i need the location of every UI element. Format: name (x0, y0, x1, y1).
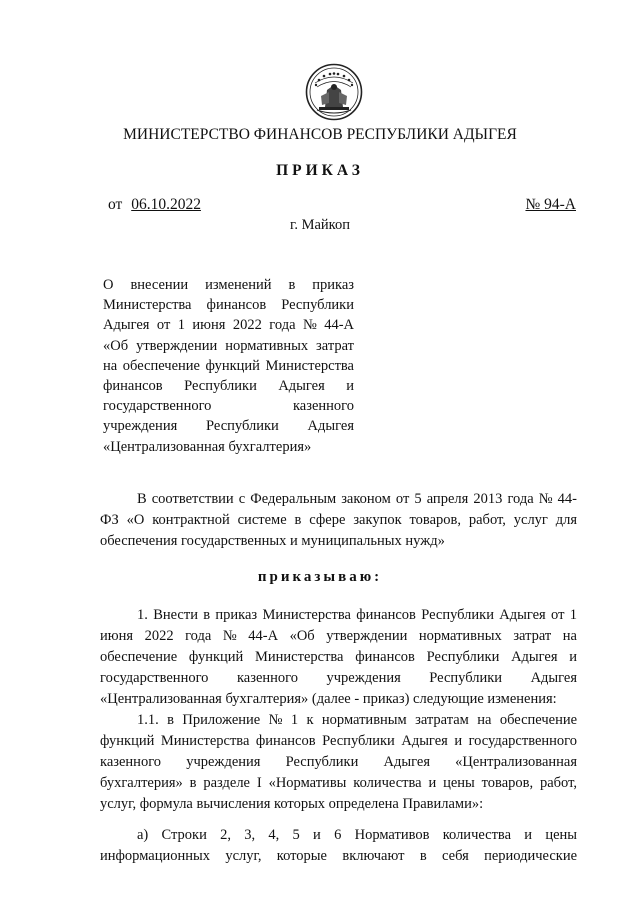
document-number: № 94-А (525, 196, 576, 213)
preamble-line: обеспечения государственных и муниципальных нужд» (100, 533, 445, 549)
subject-block (103, 275, 354, 457)
subject-line: учреждения Республики Адыгея (103, 418, 354, 435)
subject-line: «Централизованная бухгалтерия» (103, 438, 312, 455)
item-1-line: «Централизованная бухгалтерия» (далее - приказ) следующие изменения: (100, 691, 557, 707)
item-1 (100, 605, 577, 710)
city: г. Майкоп (290, 217, 350, 233)
item-1-line: 1. Внести в приказ Министерства финансов Республики Адыгея от 1 (137, 607, 577, 623)
date-value: 06.10.2022 (131, 196, 201, 213)
item-1-line: обеспечение функций Министерства финансов Республики Адыгея и (100, 649, 577, 665)
item-1-1-line: услуг, формула вычисления которых определена Правилами»: (100, 796, 484, 812)
subject-line: «Об утверждении нормативных затрат (103, 337, 354, 354)
item-1-line: июня 2022 года № 44-А «Об утверждении нормативных затрат на (100, 628, 577, 644)
preamble-line: ФЗ «О контрактной системе в сфере закупок товаров, работ, услуг для (100, 512, 578, 528)
item-a-line: информационных услуг, которые включают в себя периодические (100, 848, 578, 864)
document-type: ПРИКАЗ (276, 162, 364, 179)
item-1-1-line: 1.1. в Приложение № 1 к нормативным затратам на обеспечение (137, 712, 578, 728)
order-word: приказываю: (257, 569, 383, 585)
subject-line: О внесении изменений в приказ (103, 277, 355, 293)
preamble (100, 489, 577, 552)
republic-emblem (305, 63, 363, 121)
item-1-1-line: бухгалтерия» в разделе I «Нормативы количества и цены товаров, работ, (100, 775, 577, 791)
subject-line: на обеспечение функций Министерства (103, 357, 354, 374)
subject-line: Министерства финансов Республики (103, 297, 354, 314)
item-a-line: а) Строки 2, 3, 4, 5 и 6 Нормативов количества и цены (137, 827, 578, 843)
date-prefix: от (108, 196, 123, 213)
item-a (100, 825, 577, 867)
preamble-line: В соответствии с Федеральным законом от 5 апреля 2013 года № 44- (137, 491, 578, 507)
subject-line: Адыгея от 1 июня 2022 года № 44-А (103, 317, 355, 334)
item-1-1 (100, 710, 577, 815)
document-date (108, 196, 201, 214)
subject-line: государственного казенного (103, 398, 354, 415)
item-1-1-line: казенного учреждения Республики Адыгея «Централизованная (100, 754, 578, 770)
item-1-line: государственного казенного учреждения Республики Адыгея (100, 670, 578, 686)
item-1-1-line: функций Министерства финансов Республики Адыгея и государственного (100, 733, 578, 749)
ministry-name: МИНИСТЕРСТВО ФИНАНСОВ РЕСПУБЛИКИ АДЫГЕЯ (123, 126, 517, 143)
subject-line: финансов Республики Адыгея и (103, 378, 354, 395)
